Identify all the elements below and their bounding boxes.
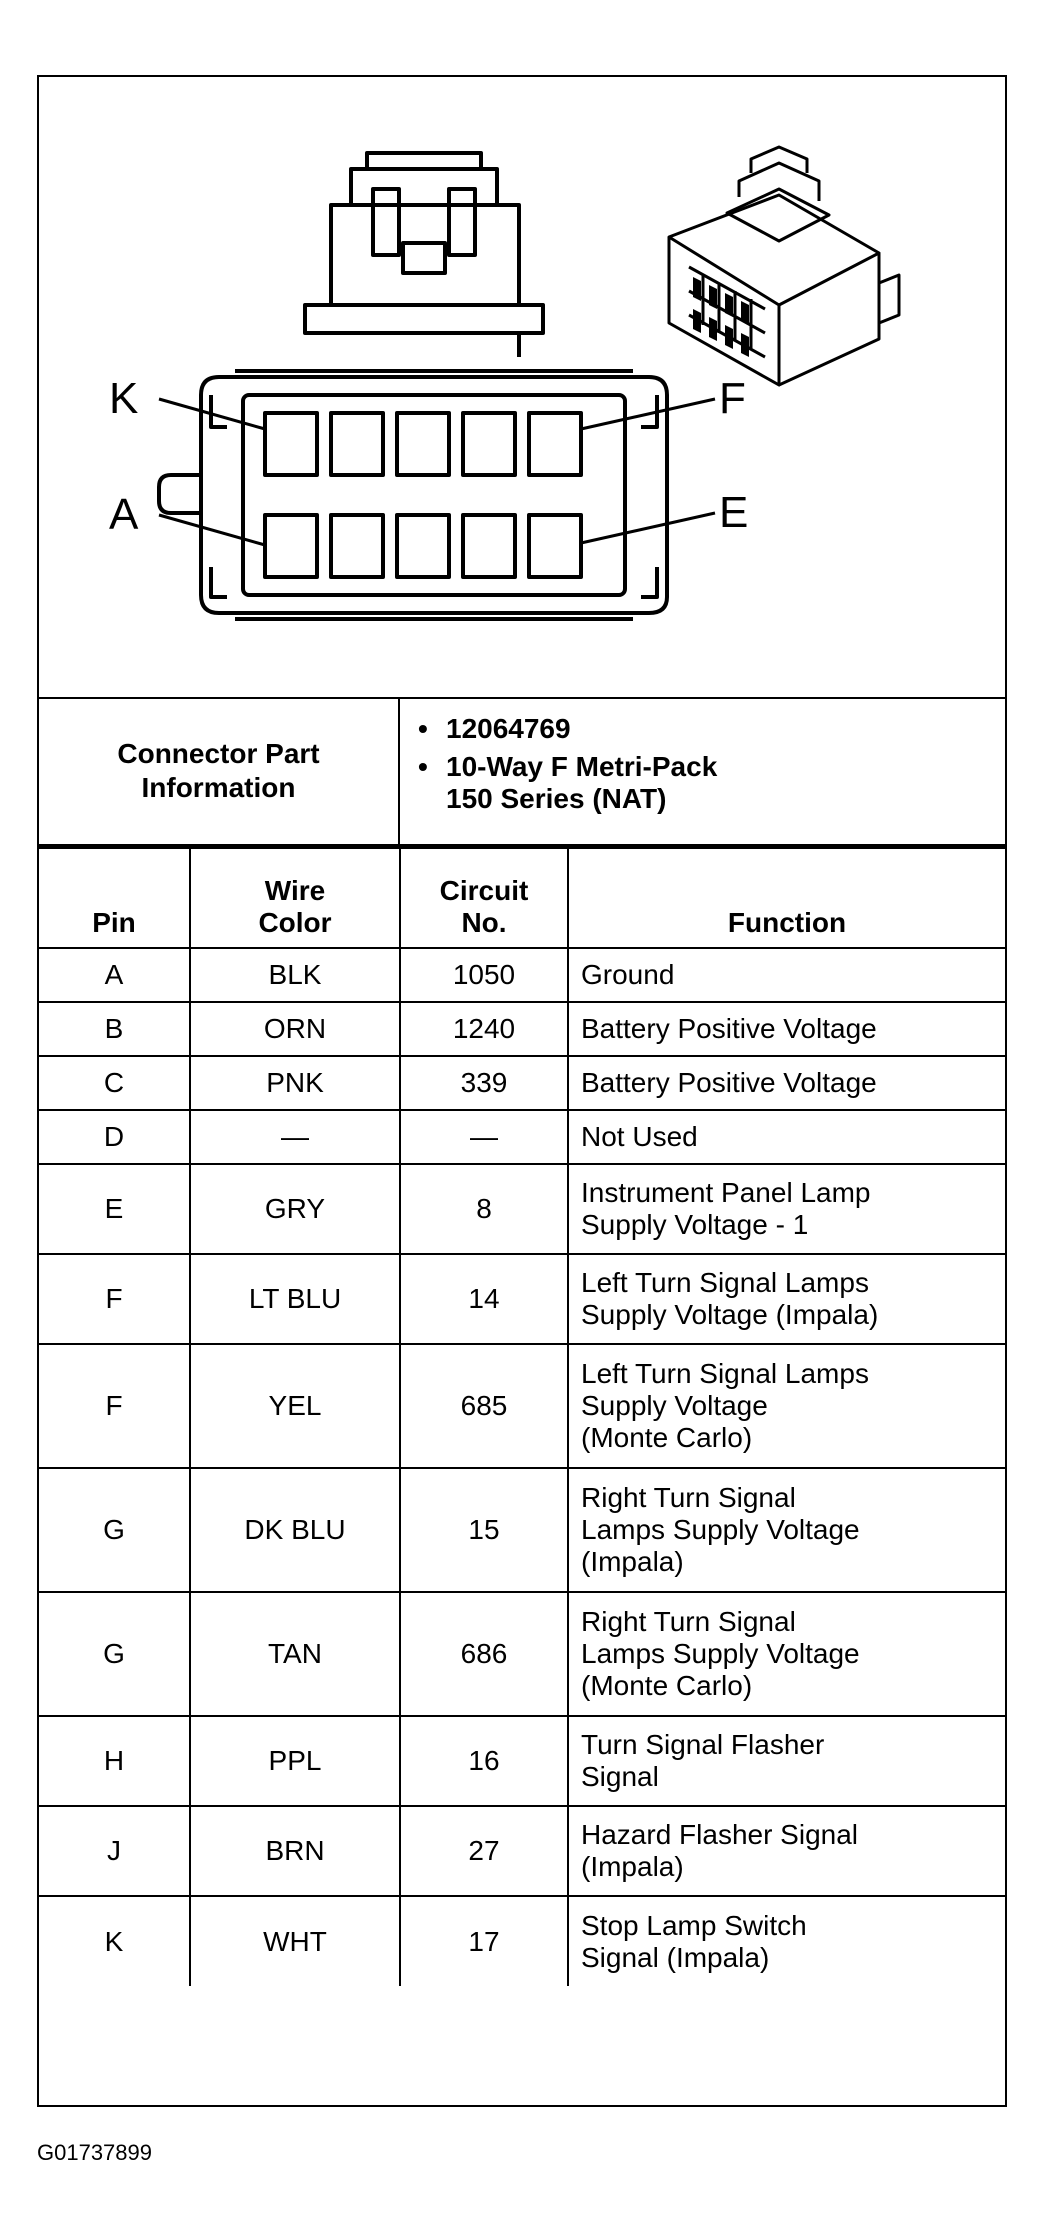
function-cell: Instrument Panel Lamp Supply Voltage - 1 — [568, 1164, 1005, 1254]
pin-cell: F — [39, 1344, 190, 1468]
function-cell: Right Turn Signal Lamps Supply Voltage (Monte Carlo) — [568, 1592, 1005, 1716]
header-circuit: Circuit No. — [400, 848, 568, 948]
pinout-table — [39, 847, 1005, 1986]
circuit-cell: 17 — [400, 1896, 568, 1986]
circuit-cell: 8 — [400, 1164, 568, 1254]
table-row — [39, 1110, 1005, 1164]
circuit-cell: 27 — [400, 1806, 568, 1896]
function-cell: Stop Lamp Switch Signal (Impala) — [568, 1896, 1005, 1986]
circuit-cell: 686 — [400, 1592, 568, 1716]
pin-cell: E — [39, 1164, 190, 1254]
function-cell: Left Turn Signal Lamps Supply Voltage (Monte Carlo) — [568, 1344, 1005, 1468]
circuit-cell: 1050 — [400, 948, 568, 1002]
connector-drawing — [39, 77, 1005, 697]
connector-type: • 10-Way F Metri-Pack 150 Series (NAT) — [416, 751, 1005, 815]
table-header-row — [39, 848, 1005, 948]
table-row — [39, 1056, 1005, 1110]
header-function: Function — [568, 848, 1005, 948]
pin-cell: B — [39, 1002, 190, 1056]
function-cell: Right Turn Signal Lamps Supply Voltage (Impala) — [568, 1468, 1005, 1592]
function-cell: Battery Positive Voltage — [568, 1056, 1005, 1110]
function-cell: Battery Positive Voltage — [568, 1002, 1005, 1056]
header-pin: Pin — [39, 848, 190, 948]
part-info-label: Connector Part Information — [39, 697, 400, 844]
pin-cell: H — [39, 1716, 190, 1806]
pin-label-e: E — [719, 488, 749, 537]
wire-color-cell: BLK — [190, 948, 400, 1002]
circuit-cell: 14 — [400, 1254, 568, 1344]
wire-color-cell: — — [190, 1110, 400, 1164]
pin-cell: F — [39, 1254, 190, 1344]
function-cell: Not Used — [568, 1110, 1005, 1164]
function-cell: Turn Signal Flasher Signal — [568, 1716, 1005, 1806]
wire-color-cell: PPL — [190, 1716, 400, 1806]
circuit-cell: 685 — [400, 1344, 568, 1468]
wire-color-cell: YEL — [190, 1344, 400, 1468]
function-cell: Hazard Flasher Signal (Impala) — [568, 1806, 1005, 1896]
function-cell: Ground — [568, 948, 1005, 1002]
wire-color-cell: WHT — [190, 1896, 400, 1986]
figure-id: G01737899 — [37, 2140, 152, 2165]
circuit-cell: 1240 — [400, 1002, 568, 1056]
wire-color-cell: ORN — [190, 1002, 400, 1056]
circuit-cell: — — [400, 1110, 568, 1164]
pin-cell: G — [39, 1592, 190, 1716]
circuit-cell: 16 — [400, 1716, 568, 1806]
wire-color-cell: PNK — [190, 1056, 400, 1110]
part-info-list — [400, 697, 1005, 844]
table-row — [39, 1164, 1005, 1254]
connector-part-info — [39, 697, 1005, 847]
pin-cell: D — [39, 1110, 190, 1164]
table-row — [39, 1002, 1005, 1056]
pin-cell: K — [39, 1896, 190, 1986]
wire-color-cell: LT BLU — [190, 1254, 400, 1344]
pin-cell: C — [39, 1056, 190, 1110]
table-row — [39, 1344, 1005, 1468]
pin-label-k: K — [109, 374, 139, 423]
table-row — [39, 1592, 1005, 1716]
table-row — [39, 1254, 1005, 1344]
pin-cell: J — [39, 1806, 190, 1896]
pin-label-f: F — [719, 374, 746, 423]
table-row — [39, 948, 1005, 1002]
circuit-cell: 339 — [400, 1056, 568, 1110]
table-row — [39, 1716, 1005, 1806]
circuit-cell: 15 — [400, 1468, 568, 1592]
pin-cell: G — [39, 1468, 190, 1592]
table-row — [39, 1806, 1005, 1896]
wire-color-cell: TAN — [190, 1592, 400, 1716]
table-row — [39, 1896, 1005, 1986]
wire-color-cell: DK BLU — [190, 1468, 400, 1592]
header-wire-color: Wire Color — [190, 848, 400, 948]
connector-diagram — [39, 77, 1005, 699]
wire-color-cell: BRN — [190, 1806, 400, 1896]
pin-cell: A — [39, 948, 190, 1002]
part-number: • 12064769 — [416, 713, 1005, 745]
function-cell: Left Turn Signal Lamps Supply Voltage (Impala) — [568, 1254, 1005, 1344]
wire-color-cell: GRY — [190, 1164, 400, 1254]
connector-figure — [37, 75, 1007, 2107]
table-row — [39, 1468, 1005, 1592]
pin-label-a: A — [109, 490, 139, 539]
